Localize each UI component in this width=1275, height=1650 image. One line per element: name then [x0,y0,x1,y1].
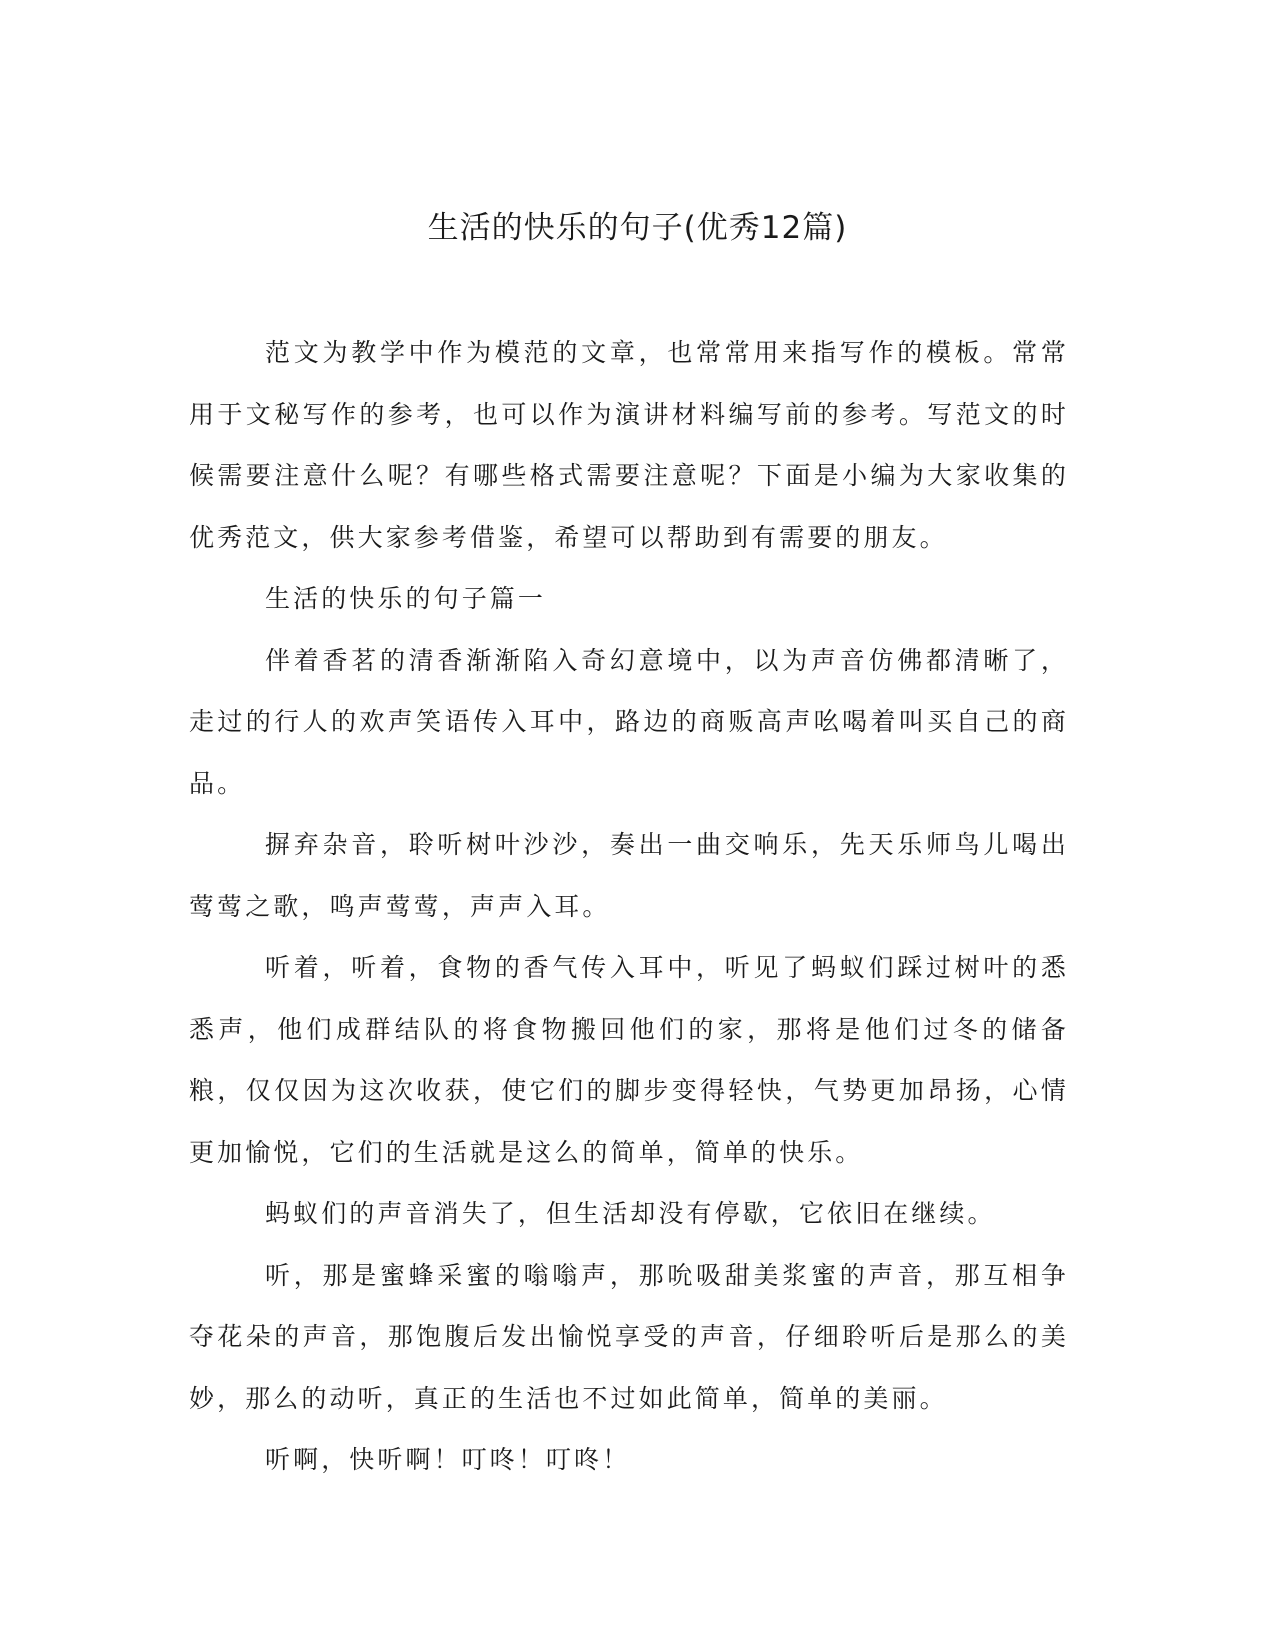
body-paragraph: 听啊，快听啊！叮咚！叮咚！ [265,1445,631,1474]
body-paragraph: 伴着香茗的清香渐渐陷入奇幻意境中，以为声音仿佛都清晰了，走过的行人的欢声笑语传入耳中，路边的商贩高声吆喝着叫买自己的商品。 [189,645,1069,798]
body-paragraph: 蚂蚁们的声音消失了，但生活却没有停歇，它依旧在继续。 [265,1199,996,1228]
section-heading: 生活的快乐的句子篇一 [265,584,547,613]
body-paragraph: 摒弃杂音，聆听树叶沙沙，奏出一曲交响乐，先天乐师鸟儿喝出莺莺之歌，鸣声莺莺，声声入耳。 [189,830,1069,921]
document-body [189,322,1069,1491]
document-title: 生活的快乐的句子(优秀12篇) [427,210,848,246]
body-paragraph: 听着，听着，食物的香气传入耳中，听见了蚂蚁们踩过树叶的悉悉声，他们成群结队的将食物搬回他们的家，那将是他们过冬的储备粮，仅仅因为这次收获，使它们的脚步变得轻快，气势更加昂扬，心情更加愉悦，它们的生活就是这么的简单，简单的快乐。 [189,953,1069,1167]
intro-paragraph: 范文为教学中作为模范的文章，也常常用来指写作的模板。常常用于文秘写作的参考，也可以作为演讲材料编写前的参考。写范文的时候需要注意什么呢？有哪些格式需要注意呢？下面是小编为大家收集的优秀范文，供大家参考借鉴，希望可以帮助到有需要的朋友。 [189,338,1069,552]
body-paragraph: 听，那是蜜蜂采蜜的嗡嗡声，那吮吸甜美浆蜜的声音，那互相争夺花朵的声音，那饱腹后发出愉悦享受的声音，仔细聆听后是那么的美妙，那么的动听，真正的生活也不过如此简单，简单的美丽。 [189,1260,1069,1413]
